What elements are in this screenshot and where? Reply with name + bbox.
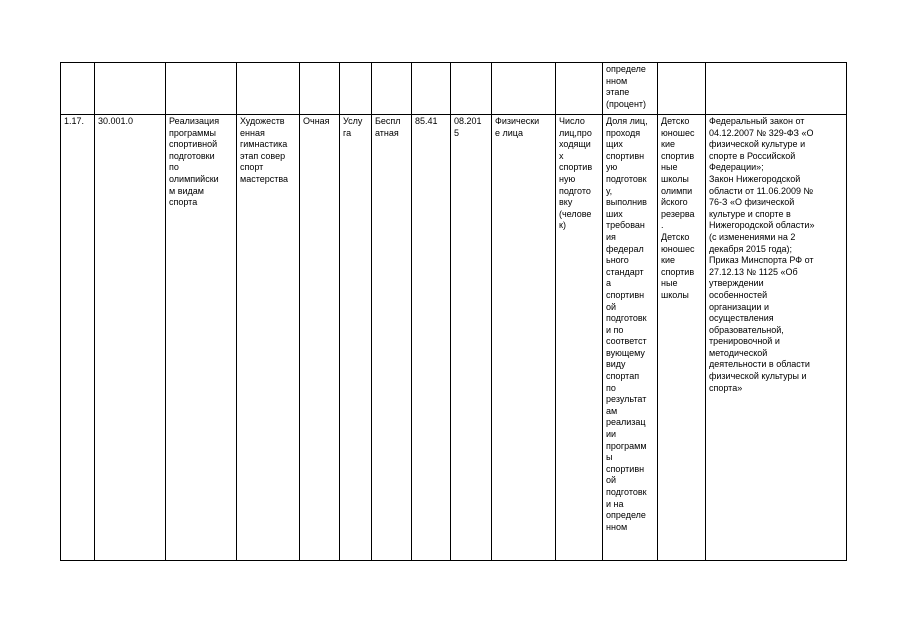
text-line: Детско bbox=[661, 231, 690, 242]
text-line: атная bbox=[375, 127, 399, 138]
text-line: ходящи bbox=[559, 139, 591, 150]
text-line: федерал bbox=[606, 243, 644, 254]
text-line: Федерации»; bbox=[709, 162, 764, 173]
text-line: подготовки bbox=[169, 150, 215, 161]
text-line: ии bbox=[606, 429, 617, 440]
text-line: Физически bbox=[495, 116, 540, 126]
text-line: юношес bbox=[661, 243, 695, 254]
institutions-cell bbox=[658, 115, 706, 561]
text-line: программ bbox=[606, 440, 647, 451]
row-number-cell: 1.17. bbox=[61, 115, 95, 561]
text-line: ших bbox=[606, 208, 623, 219]
text-line: м видам bbox=[169, 185, 204, 196]
text-line: этап совер bbox=[240, 150, 286, 161]
table-cell bbox=[556, 63, 603, 115]
text-line: кие bbox=[661, 139, 675, 150]
text-line: 04.12.2007 № 329-ФЗ «О bbox=[709, 127, 814, 138]
text-line: реализац bbox=[606, 417, 646, 428]
registry-table bbox=[60, 62, 847, 561]
text-line: методической bbox=[709, 347, 768, 358]
text-line: спорта» bbox=[709, 382, 743, 393]
text-line: Число bbox=[559, 116, 585, 126]
text-line: вующему bbox=[606, 347, 645, 358]
text-line: Закон Нижегородской bbox=[709, 173, 801, 184]
text-line: тренировочной и bbox=[709, 336, 780, 347]
text-line: юношес bbox=[661, 127, 695, 138]
text-line: е лица bbox=[495, 127, 523, 138]
text-line: по bbox=[169, 162, 179, 173]
text-line: кие bbox=[661, 255, 675, 266]
table-cell bbox=[166, 63, 237, 115]
text-line: ные bbox=[661, 278, 678, 289]
text-line: школы bbox=[661, 173, 689, 184]
text-line: 27.12.13 № 1125 «Об bbox=[709, 266, 798, 277]
type-cell bbox=[340, 115, 372, 561]
text-line: резерва bbox=[661, 208, 695, 219]
table-cell bbox=[412, 63, 451, 115]
text-line: Детско bbox=[661, 116, 690, 126]
text-line: ую bbox=[606, 162, 618, 173]
text-line: и по bbox=[606, 324, 624, 335]
text-line: физической культуре и bbox=[709, 139, 806, 150]
text-line: спортивн bbox=[606, 150, 645, 161]
table-cell bbox=[61, 63, 95, 115]
text-line: 5 bbox=[454, 127, 460, 138]
text-line: (с изменениями на 2 bbox=[709, 231, 796, 242]
text-line: спортивной bbox=[169, 139, 218, 150]
payment-cell bbox=[372, 115, 412, 561]
text-line: проходя bbox=[606, 127, 641, 138]
table-cell bbox=[451, 63, 492, 115]
text-line: спорт bbox=[240, 162, 264, 173]
table-cell bbox=[340, 63, 372, 115]
text-line: Приказ Минспорта РФ от bbox=[709, 255, 814, 266]
text-line: 76-З «О физической bbox=[709, 197, 795, 208]
text-line: ьного bbox=[606, 255, 629, 266]
text-line: образовательной, bbox=[709, 324, 784, 335]
text-line: подготовк bbox=[606, 487, 647, 497]
text-line: спорта bbox=[169, 197, 198, 208]
text-line: йского bbox=[661, 197, 688, 208]
text-line: (челове bbox=[559, 208, 592, 219]
text-line: физической культуры и bbox=[709, 371, 807, 382]
table-cell bbox=[95, 63, 166, 115]
text-line: Нижегородской области» bbox=[709, 220, 815, 231]
text-line: культуре и спорте в bbox=[709, 208, 791, 219]
text-line: ой bbox=[606, 475, 617, 486]
date-cell bbox=[451, 115, 492, 561]
text-line: определе bbox=[606, 510, 646, 521]
text-line: ия bbox=[606, 231, 616, 242]
volume-indicator-cell bbox=[556, 115, 603, 561]
text-line: спортивн bbox=[606, 463, 645, 474]
text-line: у, bbox=[606, 185, 613, 196]
text-line: требован bbox=[606, 220, 645, 231]
text-line: результат bbox=[606, 394, 647, 405]
text-line: Федеральный закон от bbox=[709, 116, 805, 126]
table-cell bbox=[237, 63, 300, 115]
text-line: области от 11.06.2009 № bbox=[709, 185, 814, 196]
text-line: Услу bbox=[343, 116, 363, 126]
text-line: виду bbox=[606, 359, 626, 370]
text-line: х bbox=[559, 150, 564, 161]
text-line: ные bbox=[661, 162, 678, 173]
text-line: лиц,про bbox=[559, 127, 592, 138]
text-line: нном bbox=[606, 75, 628, 86]
text-line: 08.201 bbox=[454, 116, 482, 126]
table-cell bbox=[492, 63, 556, 115]
service-code-cell: 30.001.0 bbox=[95, 115, 166, 561]
text-line: Реализация bbox=[169, 116, 220, 126]
text-line: подгото bbox=[559, 185, 591, 196]
text-line: этапе bbox=[606, 87, 630, 98]
service-name-cell bbox=[166, 115, 237, 561]
text-line: енная bbox=[240, 127, 265, 138]
text-line: га bbox=[343, 127, 352, 138]
text-line: декабря 2015 года); bbox=[709, 243, 792, 254]
text-line: спорте в Российской bbox=[709, 150, 796, 161]
text-line: щих bbox=[606, 139, 623, 150]
text-line: вку bbox=[559, 197, 573, 208]
text-line: ой bbox=[606, 301, 617, 312]
text-line: ам bbox=[606, 405, 618, 416]
text-line: олимпийски bbox=[169, 173, 219, 184]
text-line: спортив bbox=[661, 266, 695, 277]
text-line: (процент) bbox=[606, 98, 647, 109]
text-line: Доля лиц, bbox=[606, 116, 648, 126]
quality-indicator-cell bbox=[603, 63, 658, 115]
text-line: Художеств bbox=[240, 116, 285, 126]
text-line: школы bbox=[661, 289, 689, 300]
text-line: осуществления bbox=[709, 313, 774, 324]
text-line: особенностей bbox=[709, 289, 768, 300]
text-line: подготовк bbox=[606, 313, 647, 324]
text-line: определе bbox=[606, 64, 646, 74]
text-line: утверждении bbox=[709, 278, 764, 289]
quality-indicator-cell bbox=[603, 115, 658, 561]
text-line: а bbox=[606, 278, 612, 289]
text-line: организации и bbox=[709, 301, 769, 312]
text-line: спортив bbox=[559, 162, 593, 173]
table-cell bbox=[658, 63, 706, 115]
text-line: спортап bbox=[606, 371, 640, 382]
form-cell: Очная bbox=[300, 115, 340, 561]
table-cell bbox=[300, 63, 340, 115]
text-line: ную bbox=[559, 173, 576, 184]
text-line: спортивн bbox=[606, 289, 645, 300]
service-content-cell bbox=[237, 115, 300, 561]
text-line: стандарт bbox=[606, 266, 644, 277]
consumers-cell bbox=[492, 115, 556, 561]
text-line: и на bbox=[606, 498, 624, 509]
table-cell bbox=[706, 63, 847, 115]
table-row bbox=[61, 115, 847, 561]
text-line: олимпи bbox=[661, 185, 693, 196]
text-line: выполнив bbox=[606, 197, 647, 208]
text-line: подготовк bbox=[606, 173, 647, 184]
text-line: гимнастика bbox=[240, 139, 288, 150]
text-line: программы bbox=[169, 127, 217, 138]
text-line: . bbox=[661, 220, 664, 231]
table-row bbox=[61, 63, 847, 115]
text-line: Беспл bbox=[375, 116, 401, 126]
text-line: по bbox=[606, 382, 616, 393]
text-line: деятельности в области bbox=[709, 359, 810, 370]
text-line: ы bbox=[606, 452, 613, 463]
text-line: спортив bbox=[661, 150, 695, 161]
okved-cell: 85.41 bbox=[412, 115, 451, 561]
table-cell bbox=[372, 63, 412, 115]
legal-basis-cell bbox=[706, 115, 847, 561]
text-line: мастерства bbox=[240, 173, 289, 184]
text-line: соответст bbox=[606, 336, 647, 347]
text-line: нном bbox=[606, 521, 628, 532]
text-line: к) bbox=[559, 220, 566, 231]
